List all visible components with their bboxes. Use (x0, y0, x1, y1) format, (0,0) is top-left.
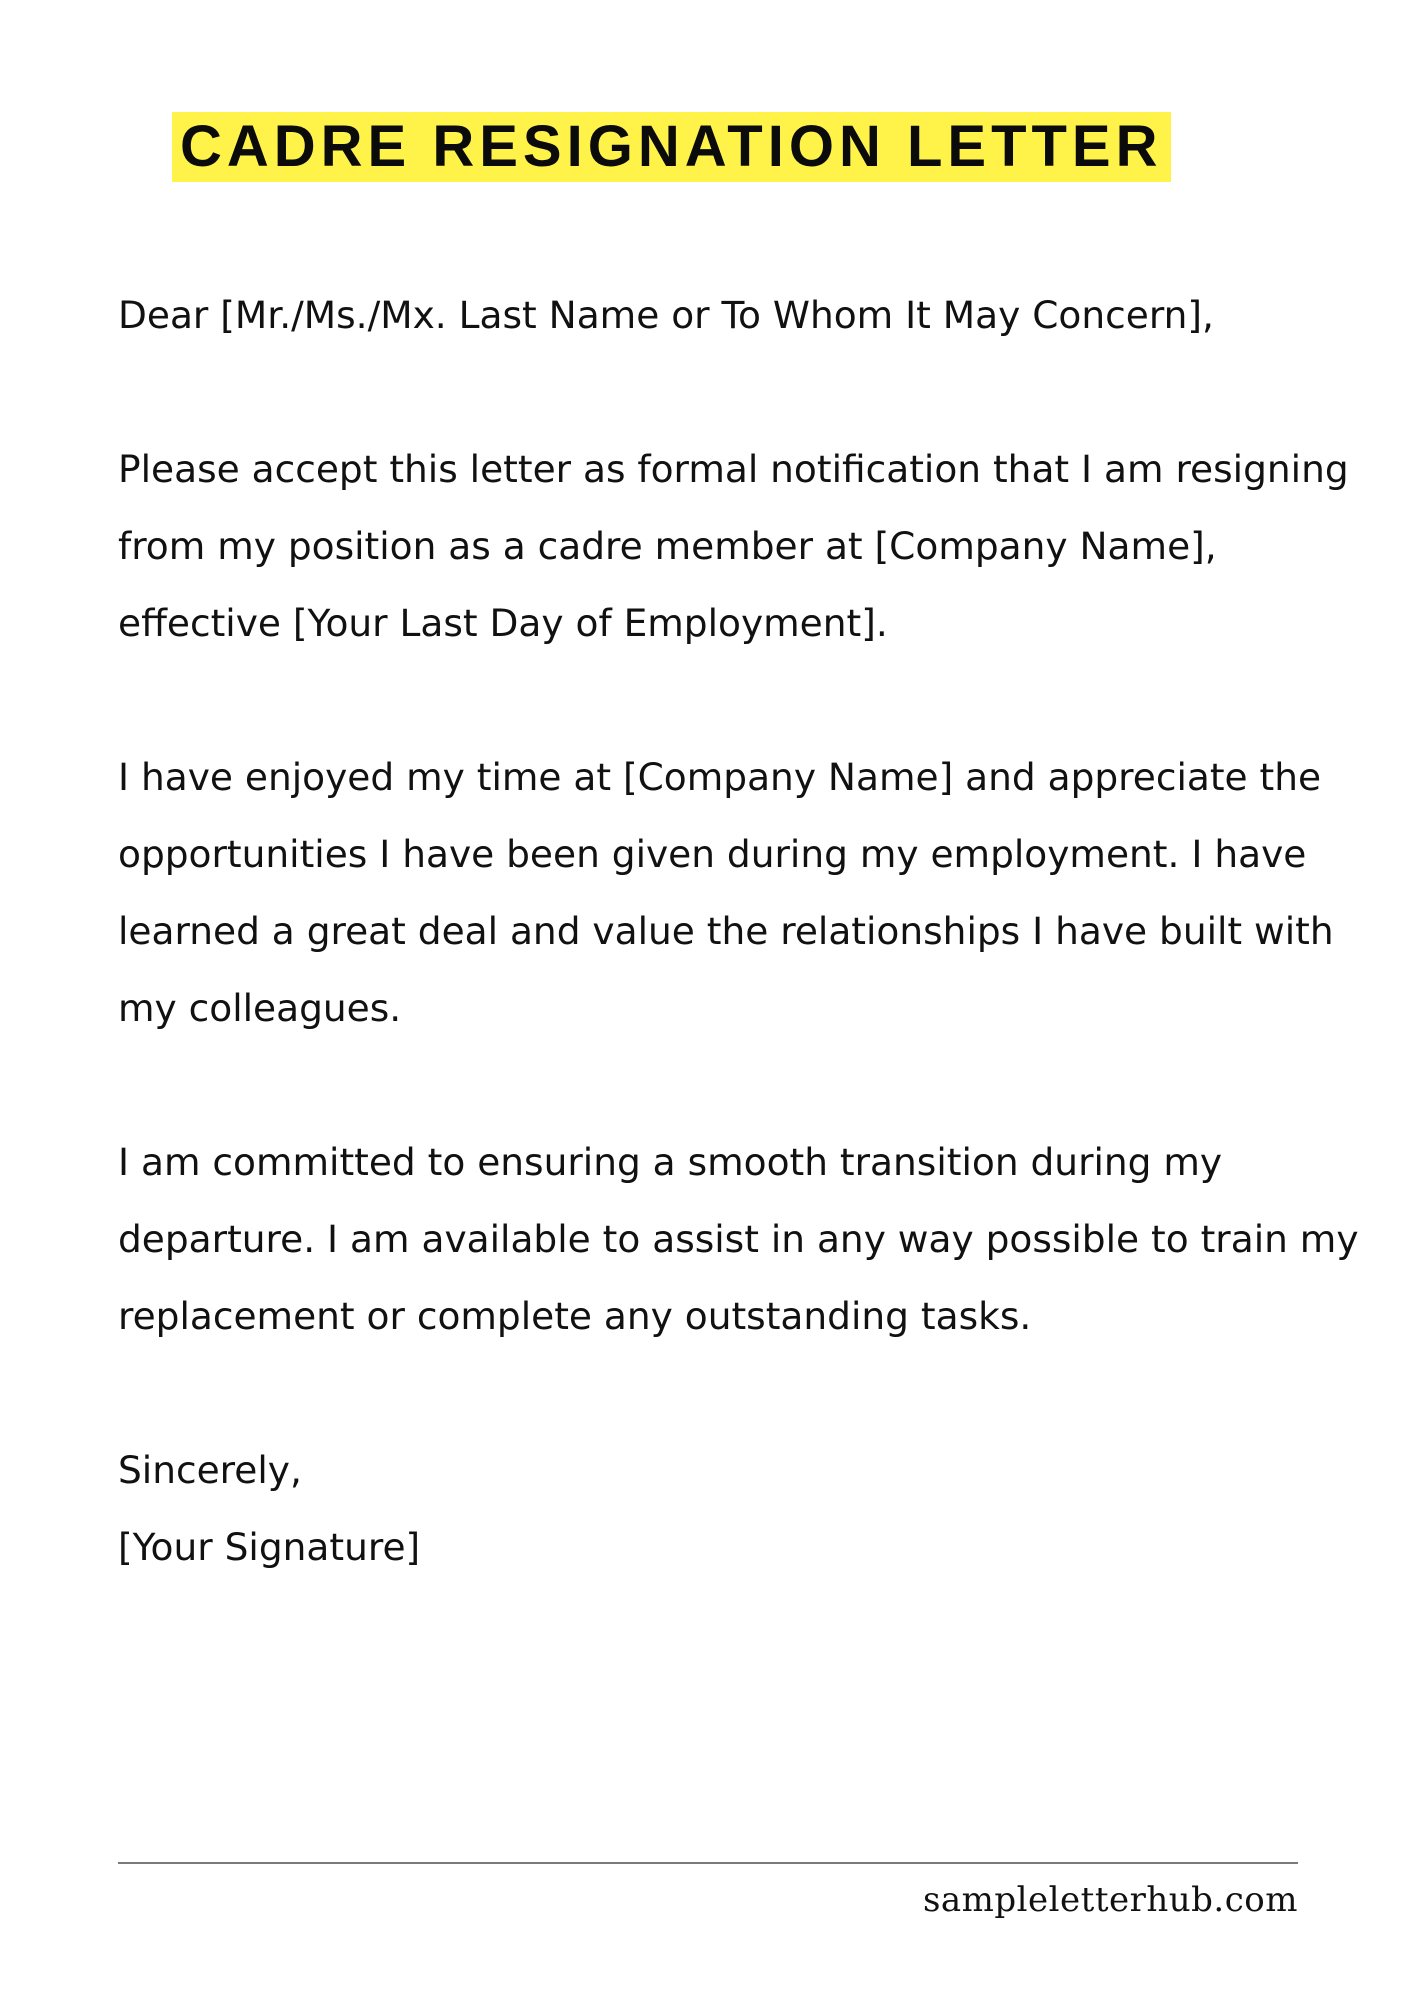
paragraph-2: I have enjoyed my time at [Company Name] and appreciate the opportunities I have been given during my employment. I have learned a great deal and value the relationships I have built with my colleagues. (118, 755, 1334, 1030)
paragraph-3: I am committed to ensuring a smooth transition during my departure. I am available to assist in any way possible to train my replacement or complete any outstanding tasks. (118, 1140, 1359, 1338)
paragraph-1: Please accept this letter as formal notification that I am resigning from my position as a cadre member at [Company Name], effective [Your Last Day of Employment]. (118, 447, 1349, 645)
page-title: CADRE RESIGNATION LETTER (180, 114, 1163, 179)
footer-website: sampleletterhub.com (922, 1880, 1298, 1920)
title-highlight (172, 112, 1171, 182)
closing: Sincerely, (118, 1448, 302, 1492)
signature: [Your Signature] (118, 1525, 421, 1569)
footer-divider (118, 1862, 1298, 1864)
letter-body (118, 277, 1368, 1586)
salutation: Dear [Mr./Ms./Mx. Last Name or To Whom It May Concern], (118, 293, 1214, 337)
